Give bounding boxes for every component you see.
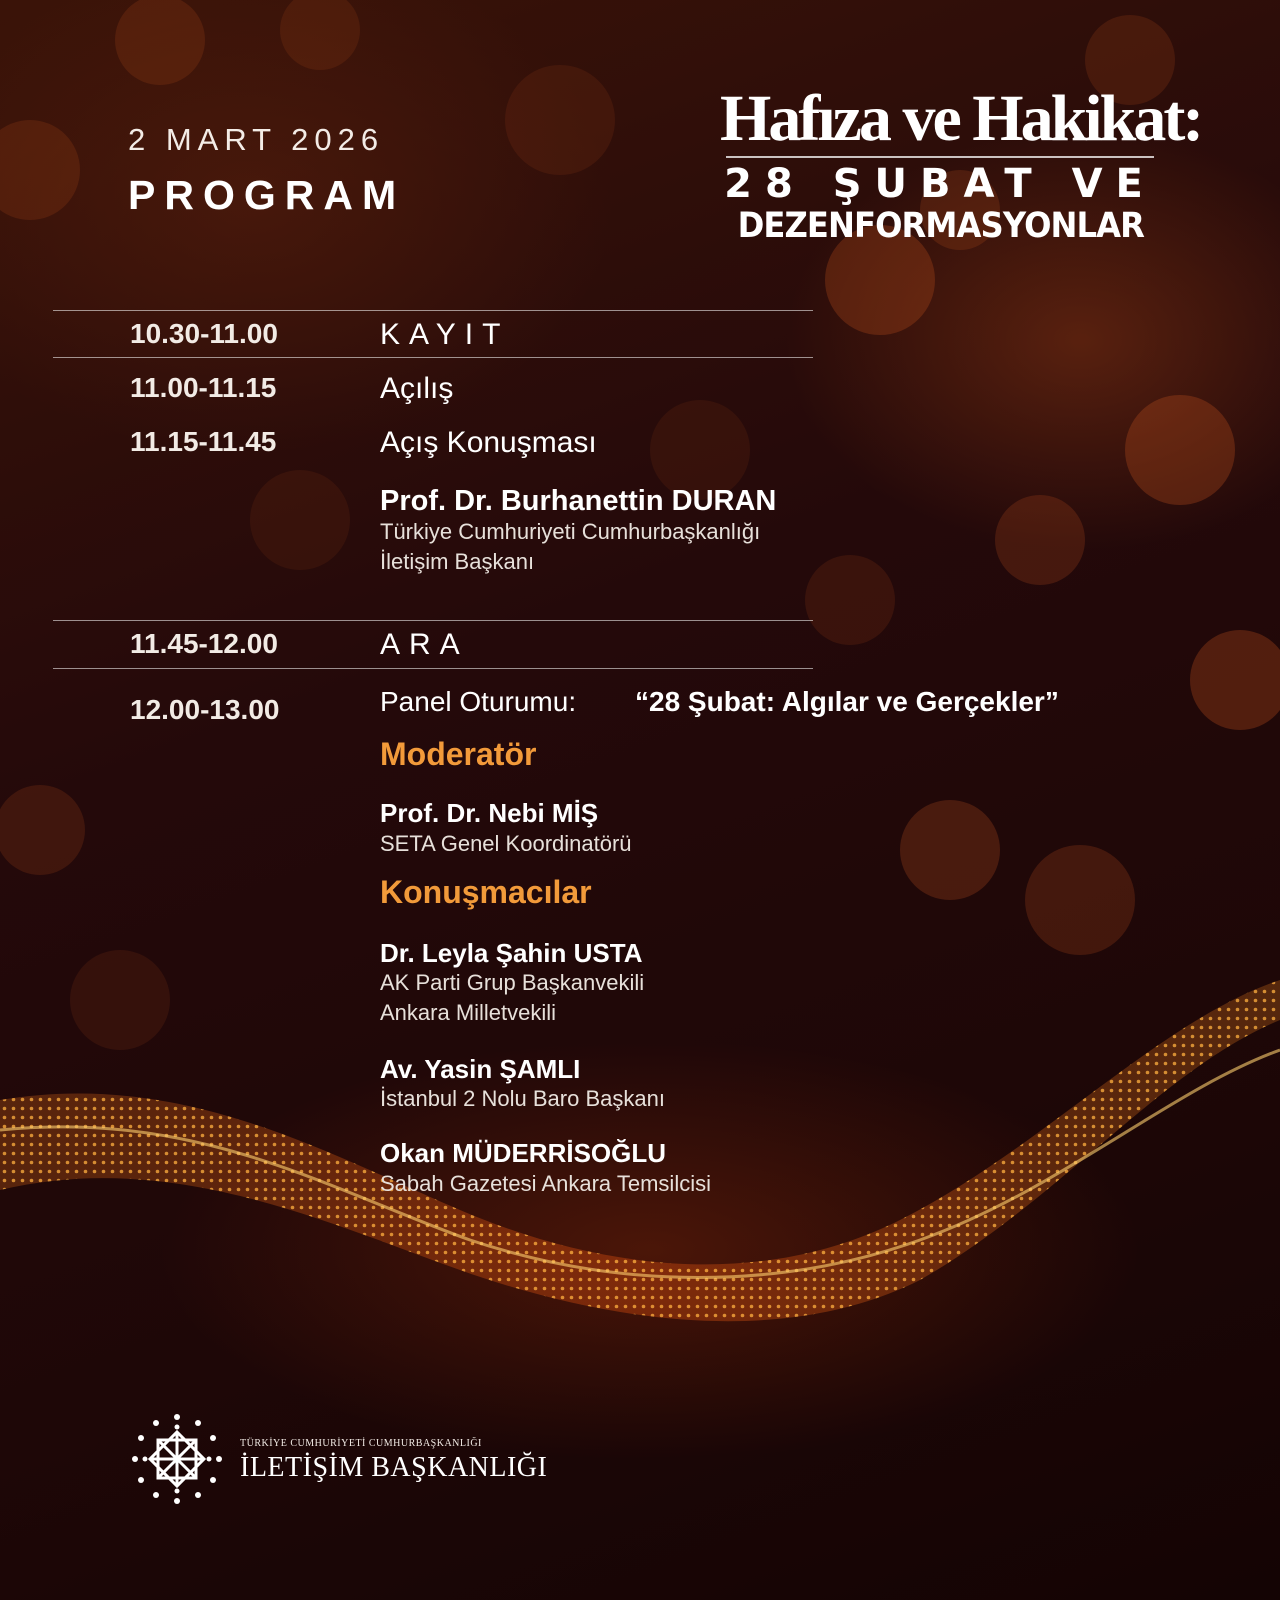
divider xyxy=(53,310,813,311)
time-slot: 11.00-11.15 xyxy=(130,372,277,403)
title-line-3: DEZENFORMASYONLAR xyxy=(737,206,1145,246)
time-slot: 11.15-11.45 xyxy=(130,426,277,457)
session-label: Açılış xyxy=(380,372,454,405)
session-label: Açış Konuşması xyxy=(380,426,597,459)
title-line-1: Hafıza ve Hakikat: xyxy=(720,82,1202,155)
moderator-name: Prof. Dr. Nebi MİŞ xyxy=(380,798,599,828)
time-slot: 11.45-12.00 xyxy=(130,628,278,659)
speaker-role: Sabah Gazetesi Ankara Temsilcisi xyxy=(380,1171,711,1196)
speakers-heading: Konuşmacılar xyxy=(380,874,592,910)
org-subtitle: TÜRKİYE CUMHURİYETİ CUMHURBAŞKANLIĞI xyxy=(240,1438,482,1449)
divider xyxy=(53,620,813,621)
divider xyxy=(53,357,813,358)
star-pattern-emblem-icon xyxy=(130,1412,224,1506)
moderator-role: SETA Genel Koordinatörü xyxy=(380,831,632,856)
panel-title: “28 Şubat: Algılar ve Gerçekler” xyxy=(635,686,1059,717)
speaker-name: Okan MÜDERRİSOĞLU xyxy=(380,1138,667,1168)
moderator-heading: Moderatör xyxy=(380,736,537,772)
session-label: KAYIT xyxy=(380,318,510,351)
event-title xyxy=(720,82,1202,246)
speaker-role: Ankara Milletvekili xyxy=(380,1000,557,1025)
session-label: ARA xyxy=(380,628,469,661)
speaker-role: İstanbul 2 Nolu Baro Başkanı xyxy=(380,1086,665,1111)
time-slot: 10.30-11.00 xyxy=(130,318,278,349)
speaker-name: Prof. Dr. Burhanettin DURAN xyxy=(380,485,777,517)
speaker-role: AK Parti Grup Başkanvekili xyxy=(380,970,645,995)
speaker-name: Dr. Leyla Şahin USTA xyxy=(380,938,643,968)
divider xyxy=(53,668,813,669)
speaker-name: Av. Yasin ŞAMLI xyxy=(380,1054,581,1084)
title-line-2: 28 ŞUBAT VE xyxy=(724,161,1156,207)
speaker-role: Türkiye Cumhuriyeti Cumhurbaşkanlığı xyxy=(380,519,761,544)
title-divider xyxy=(726,156,1154,158)
session-label: Panel Oturumu: xyxy=(380,686,577,717)
org-name: İLETİŞİM BAŞKANLIĞI xyxy=(240,1452,548,1483)
event-date: 2 MART 2026 xyxy=(128,122,385,157)
speaker-role: İletişim Başkanı xyxy=(380,549,535,574)
program-label: PROGRAM xyxy=(128,172,406,218)
time-slot: 12.00-13.00 xyxy=(130,694,280,725)
